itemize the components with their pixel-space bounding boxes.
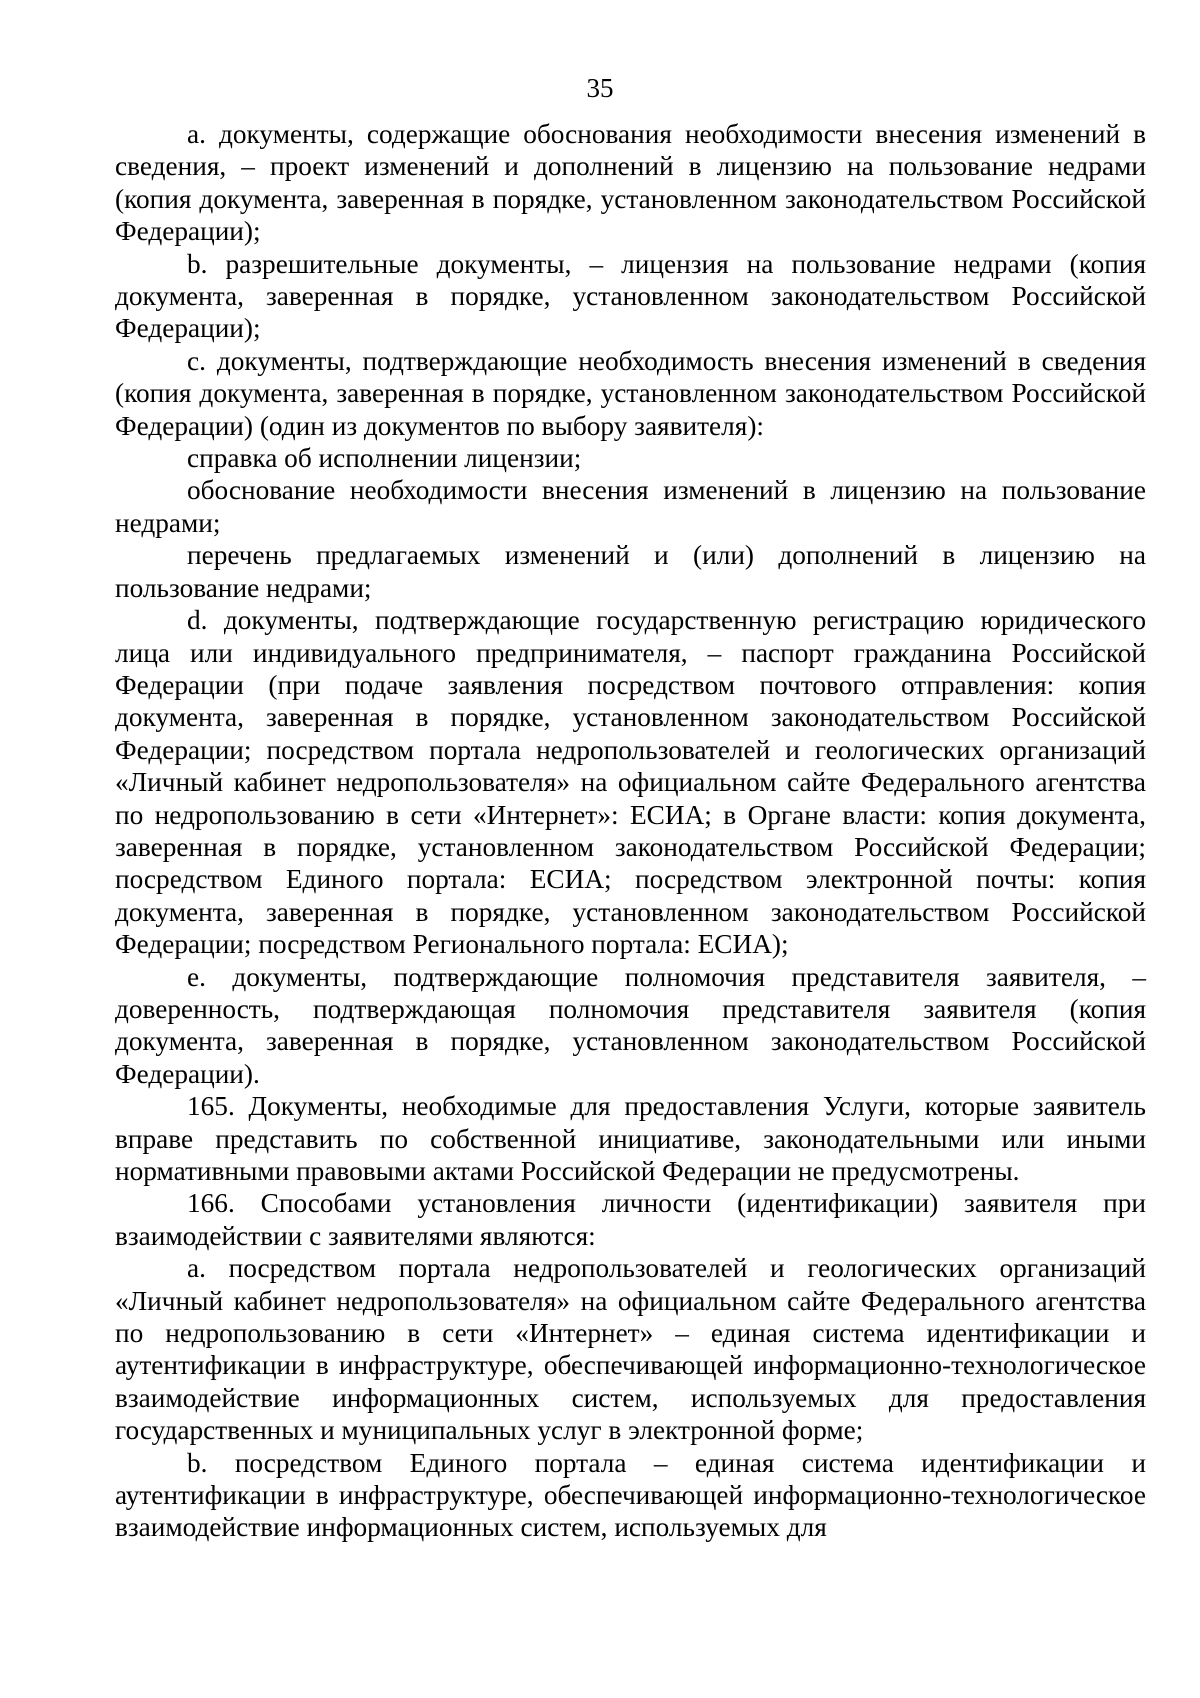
- paragraph-item-c-confirming-docs: c. документы, подтверждающие необходимость внесения изменений в сведения (копия документа, заверенная в порядке, установленном законодательством Российской Федерации) (один из документов по выбору заявителя):: [115, 345, 1146, 441]
- paragraph-165: 165. Документы, необходимые для предоставления Услуги, которые заявитель вправе представить по собственной инициативе, законодательными или иными нормативными правовыми актами Российской Федерации не предусмотрены.: [115, 1091, 1146, 1186]
- paragraph-item-b-permits: b. разрешительные документы, – лицензия на пользование недрами (копия документа, заверенная в порядке, установленном законодательством Российской Федерации);: [115, 248, 1146, 344]
- paragraph-item-d-registration: d. документы, подтверждающие государственную регистрацию юридического лица или индивидуального предпринимателя, – паспорт гражданина Российской Федерации (при подаче заявления посредством почтового отправления: копия документа, заверенная в порядке, установленном законодательством Российской Федерации; посредством портала недропользователей и геологических организаций «Личный кабинет недропользователя» на официальном сайте Федерального агентства по недропользованию в сети «Интернет»: ЕСИА; в Органе власти: копия документа, заверенная в порядке, установленном законодательством Российской Федерации; посредством Единого портала: ЕСИА; посредством электронной почты: копия документа, заверенная в порядке, установленном законодательством Российской Федерации; посредством Регионального портала: ЕСИА);: [115, 605, 1146, 960]
- paragraph-166-item-b: b. посредством Единого портала – единая система идентификации и аутентификации в инфраструктуре, обеспечивающей информационно-технологическое взаимодействие информационных систем, используемых для: [115, 1447, 1146, 1543]
- paragraph-license-report: справка об исполнении лицензии;: [187, 443, 582, 474]
- document-body: [115, 118, 1146, 1544]
- paragraph-change-justification: обоснование необходимости внесения изменений в лицензию на пользование недрами;: [115, 475, 1146, 538]
- paragraph-166: 166. Способами установления личности (идентификации) заявителя при взаимодействии с заявителями являются:: [115, 1188, 1146, 1251]
- paragraph-166-item-a: a. посредством портала недропользователей и геологических организаций «Личный кабинет недропользователя» на официальном сайте Федерального агентства по недропользованию в сети «Интернет» – единая система идентификации и аутентификации в инфраструктуре, обеспечивающей информационно-технологическое взаимодействие информационных систем, используемых для предоставления государственных и муниципальных услуг в электронной форме;: [115, 1253, 1146, 1446]
- paragraph-item-e-authority: e. документы, подтверждающие полномочия представителя заявителя, – доверенность, подтверждающая полномочия представителя заявителя (копия документа, заверенная в порядке, установленном законодательством Российской Федерации).: [115, 961, 1146, 1089]
- page-number: 35: [586, 73, 614, 103]
- paragraph-item-a-justification: a. документы, содержащие обоснования необходимости внесения изменений в сведения, – проект изменений и дополнений в лицензию на пользование недрами (копия документа, заверенная в порядке, установленном законодательством Российской Федерации);: [115, 119, 1146, 247]
- paragraph-proposed-changes-list: перечень предлагаемых изменений и (или) дополнений в лицензию на пользование недрами;: [115, 540, 1146, 603]
